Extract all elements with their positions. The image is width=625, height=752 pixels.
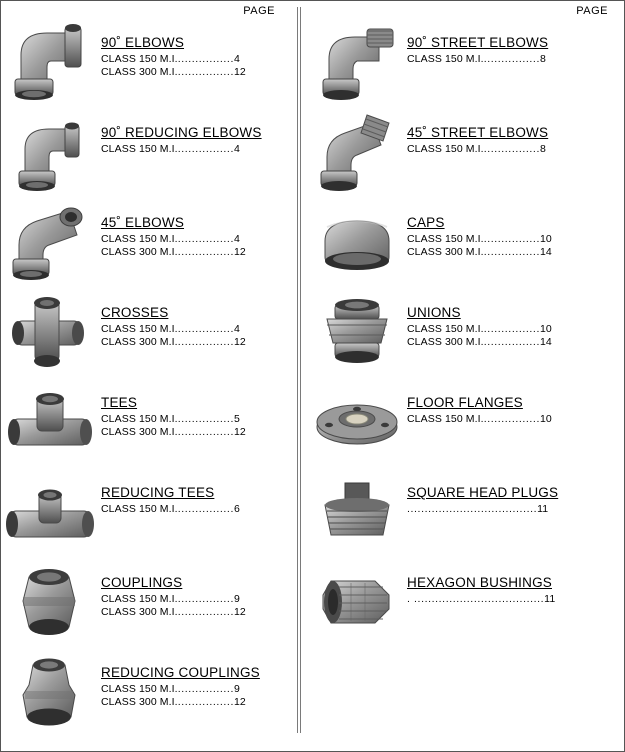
item-info — [407, 289, 624, 349]
item-title[interactable]: 90˚ STREET ELBOWS — [407, 35, 549, 50]
page-label-right: PAGE — [576, 5, 608, 17]
cap-fitting-photo — [307, 199, 407, 283]
item-info — [407, 19, 624, 66]
leader-dots: . ..................................... — [407, 593, 545, 605]
page-number: 9 — [233, 593, 240, 605]
leader-dots: ................ — [177, 336, 234, 348]
item-line — [101, 503, 291, 516]
class-label: CLASS 150 M.I. — [101, 233, 178, 245]
item-info — [101, 649, 291, 709]
item-info — [407, 469, 624, 516]
item-info — [407, 109, 624, 156]
page-number: 11 — [544, 593, 556, 605]
column-divider — [297, 7, 301, 733]
page-number: 12 — [233, 66, 246, 78]
leader-dots: ................ — [177, 426, 234, 438]
cross-fitting-photo — [1, 289, 101, 373]
item-title[interactable]: COUPLINGS — [101, 575, 183, 590]
class-label: CLASS 300 M.I. — [407, 246, 484, 258]
page-number: 8 — [539, 143, 546, 155]
page-number: 5 — [233, 413, 240, 425]
item-line — [101, 336, 291, 349]
elbow-45-fitting-photo — [1, 199, 101, 283]
reducing-elbow-90-fitting-photo — [1, 109, 101, 193]
square-head-plug-fitting-photo — [307, 469, 407, 553]
right-column — [307, 1, 624, 751]
list-item[interactable] — [307, 379, 624, 463]
class-label: CLASS 150 M.I. — [407, 323, 484, 335]
left-column — [1, 1, 291, 751]
item-line — [101, 323, 291, 336]
leader-dots: ................ — [483, 233, 540, 245]
list-item[interactable] — [307, 19, 624, 103]
class-label: CLASS 150 M.I. — [101, 53, 178, 65]
page-number: 4 — [233, 233, 240, 245]
leader-dots: ................ — [177, 233, 234, 245]
item-info — [101, 109, 291, 156]
class-label: CLASS 300 M.I. — [101, 66, 178, 78]
item-line — [407, 233, 624, 246]
page-number: 12 — [233, 246, 246, 258]
leader-dots: ..................................... — [407, 503, 538, 515]
item-line — [407, 143, 624, 156]
list-item[interactable] — [1, 19, 291, 103]
class-label: CLASS 300 M.I. — [101, 246, 178, 258]
reducing-tee-fitting-photo — [1, 469, 101, 553]
item-line — [101, 426, 291, 439]
item-title[interactable]: REDUCING TEES — [101, 485, 215, 500]
item-line — [101, 66, 291, 79]
class-label: CLASS 150 M.I. — [101, 503, 178, 515]
page-number: 11 — [537, 503, 549, 515]
item-title[interactable]: HEXAGON BUSHINGS — [407, 575, 552, 590]
item-line — [101, 246, 291, 259]
item-line — [101, 696, 291, 709]
leader-dots: ................ — [483, 323, 540, 335]
class-label: CLASS 150 M.I. — [101, 143, 178, 155]
class-label: CLASS 300 M.I. — [101, 696, 178, 708]
page-number: 10 — [539, 413, 552, 425]
item-title[interactable]: 90˚ ELBOWS — [101, 35, 185, 50]
list-item[interactable] — [1, 649, 291, 733]
page-number: 10 — [539, 233, 552, 245]
item-title[interactable]: CROSSES — [101, 305, 169, 320]
leader-dots: ................ — [177, 53, 234, 65]
list-item[interactable] — [307, 559, 624, 643]
item-title[interactable]: 45˚ ELBOWS — [101, 215, 185, 230]
page-number: 12 — [233, 696, 246, 708]
street-elbow-90-fitting-photo — [307, 19, 407, 103]
item-title[interactable]: TEES — [101, 395, 138, 410]
leader-dots: ................ — [177, 683, 234, 695]
class-label: CLASS 150 M.I. — [407, 413, 484, 425]
list-item[interactable] — [1, 199, 291, 283]
leader-dots: ................ — [483, 143, 540, 155]
item-title[interactable]: 90˚ REDUCING ELBOWS — [101, 125, 262, 140]
item-title[interactable]: FLOOR FLANGES — [407, 395, 523, 410]
page-number: 4 — [233, 53, 240, 65]
list-item[interactable] — [1, 289, 291, 373]
class-label: CLASS 150 M.I. — [407, 143, 484, 155]
two-column-layout — [1, 1, 624, 751]
tee-fitting-photo — [1, 379, 101, 463]
item-line — [101, 143, 291, 156]
leader-dots: ................ — [483, 413, 540, 425]
floor-flange-fitting-photo — [307, 379, 407, 463]
item-title[interactable]: REDUCING COUPLINGS — [101, 665, 260, 680]
item-info — [407, 379, 624, 426]
class-label: CLASS 150 M.I. — [101, 593, 178, 605]
hexagon-bushing-fitting-photo — [307, 559, 407, 643]
list-item[interactable] — [307, 199, 624, 283]
leader-dots: ................ — [177, 413, 234, 425]
class-label: CLASS 300 M.I. — [101, 336, 178, 348]
item-info — [101, 469, 291, 516]
item-title[interactable]: 45˚ STREET ELBOWS — [407, 125, 549, 140]
class-label: CLASS 300 M.I. — [101, 426, 178, 438]
list-item[interactable] — [1, 379, 291, 463]
reducing-coupling-fitting-photo — [1, 649, 101, 733]
item-info — [101, 379, 291, 439]
class-label: CLASS 150 M.I. — [407, 53, 484, 65]
class-label: CLASS 150 M.I. — [101, 683, 178, 695]
page-number: 9 — [233, 683, 240, 695]
list-item[interactable] — [307, 289, 624, 373]
page-label-left: PAGE — [243, 5, 275, 17]
item-info — [407, 559, 624, 606]
item-line — [407, 323, 624, 336]
item-title[interactable]: SQUARE HEAD PLUGS — [407, 485, 559, 500]
item-line — [101, 593, 291, 606]
page-number: 10 — [539, 323, 552, 335]
page-number: 4 — [233, 143, 240, 155]
coupling-fitting-photo — [1, 559, 101, 643]
leader-dots: ................ — [483, 246, 540, 258]
item-line — [101, 233, 291, 246]
class-label: CLASS 150 M.I. — [407, 233, 484, 245]
class-label: CLASS 150 M.I. — [101, 323, 178, 335]
item-title[interactable]: UNIONS — [407, 305, 461, 320]
leader-dots: ................ — [483, 336, 540, 348]
leader-dots: ................ — [177, 593, 234, 605]
list-item[interactable] — [307, 469, 624, 553]
list-item[interactable] — [1, 559, 291, 643]
item-line — [101, 413, 291, 426]
union-fitting-photo — [307, 289, 407, 373]
list-item[interactable] — [1, 469, 291, 553]
page-number: 6 — [233, 503, 240, 515]
leader-dots: ................ — [177, 143, 234, 155]
class-label: CLASS 300 M.I. — [407, 336, 484, 348]
item-info — [101, 289, 291, 349]
item-line — [101, 606, 291, 619]
leader-dots: ................ — [177, 323, 234, 335]
class-label: CLASS 300 M.I. — [101, 606, 178, 618]
item-line — [407, 53, 624, 66]
leader-dots: ................ — [483, 53, 540, 65]
page-number: 4 — [233, 323, 240, 335]
page-number: 14 — [539, 336, 552, 348]
class-label: CLASS 150 M.I. — [101, 413, 178, 425]
list-item[interactable] — [307, 109, 624, 193]
elbow-90-fitting-photo — [1, 19, 101, 103]
page-number: 12 — [233, 426, 246, 438]
leader-dots: ................ — [177, 503, 234, 515]
item-line — [407, 593, 624, 606]
page-number: 14 — [539, 246, 552, 258]
list-item[interactable] — [1, 109, 291, 193]
street-elbow-45-fitting-photo — [307, 109, 407, 193]
item-line — [407, 413, 624, 426]
item-line — [407, 336, 624, 349]
item-title[interactable]: CAPS — [407, 215, 445, 230]
item-info — [101, 199, 291, 259]
item-info — [101, 559, 291, 619]
item-info — [101, 19, 291, 79]
leader-dots: ................ — [177, 606, 234, 618]
page-number: 12 — [233, 606, 246, 618]
leader-dots: ................ — [177, 696, 234, 708]
page-number: 12 — [233, 336, 246, 348]
leader-dots: ................ — [177, 66, 234, 78]
leader-dots: ................ — [177, 246, 234, 258]
item-line — [407, 246, 624, 259]
item-line — [407, 503, 624, 516]
page-number: 8 — [539, 53, 546, 65]
item-line — [101, 683, 291, 696]
item-line — [101, 53, 291, 66]
item-info — [407, 199, 624, 259]
